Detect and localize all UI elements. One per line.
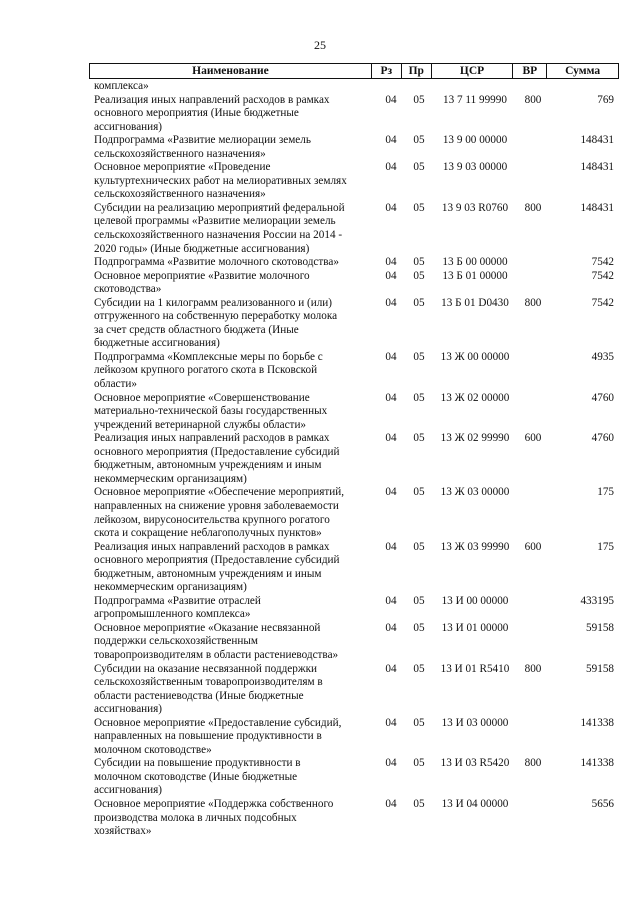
table-body — [94, 80, 614, 839]
row-rz: 04 — [385, 134, 397, 147]
row-vr — [516, 392, 550, 433]
row-sum: 7542 — [591, 296, 614, 309]
table-row — [94, 161, 614, 202]
row-vr — [516, 80, 550, 94]
row-name: Подпрограмма «Развитие молочного скотоводства» — [94, 256, 339, 269]
row-csr: 13 Ж 02 00000 — [440, 391, 510, 404]
row-name: Основное мероприятие «Поддержка собственного производства молока в личных подсобных хозяйствах» — [94, 797, 334, 838]
table-row — [94, 595, 614, 622]
table-row — [94, 663, 614, 717]
table-row — [94, 541, 614, 595]
header-sum: Сумма — [565, 65, 601, 77]
row-vr — [516, 798, 550, 839]
row-vr: 600 — [524, 540, 542, 553]
row-pr: 05 — [413, 256, 425, 269]
row-name: Субсидии на 1 килограмм реализованного и (или) отгруженного на собственную переработку молока за счет средств областного бюджета (Иные бюджетные ассигнования) — [94, 296, 338, 350]
row-vr: 800 — [524, 662, 542, 675]
row-rz: 04 — [385, 716, 397, 729]
row-pr: 05 — [413, 621, 425, 634]
row-vr: 800 — [524, 93, 542, 106]
table-header — [89, 63, 619, 79]
header-name: Наименование — [90, 64, 372, 78]
row-name: Субсидии на оказание несвязанной поддержки сельскохозяйственным товаропроизводителям в области растениеводства (Иные бюджетные ассигнования) — [94, 662, 323, 716]
header-rz: Рз — [372, 64, 402, 78]
row-sum: 4935 — [591, 350, 614, 363]
row-rz: 04 — [385, 662, 397, 675]
row-rz: 04 — [385, 201, 397, 214]
row-csr: 13 Б 01 00000 — [442, 269, 508, 282]
row-rz — [374, 80, 404, 94]
row-pr: 05 — [413, 486, 425, 499]
row-sum: 4760 — [591, 432, 614, 445]
row-sum: 7542 — [591, 269, 614, 282]
row-name: Основное мероприятие «Оказание несвязанной поддержки сельскохозяйственным товаропроизводителям в области растениеводства» — [94, 621, 339, 661]
row-vr — [516, 595, 550, 622]
row-csr: 13 И 01 00000 — [441, 621, 509, 634]
table-row — [94, 622, 614, 663]
row-name: Основное мероприятие «Развитие молочного скотоводства» — [94, 269, 310, 296]
row-csr: 13 Ж 03 00000 — [440, 486, 510, 499]
row-vr: 800 — [524, 201, 542, 214]
row-name: Основное мероприятие «Предоставление субсидий, направленных на повышение продуктивности в молочном скотоводстве» — [94, 716, 342, 756]
header-pr: Пр — [402, 64, 432, 78]
table-row — [94, 351, 614, 392]
row-vr: 800 — [524, 296, 542, 309]
row-csr: 13 И 03 00000 — [441, 716, 509, 729]
table-row — [94, 486, 614, 540]
row-sum: 175 — [597, 540, 614, 553]
row-csr: 13 И 04 00000 — [441, 797, 509, 810]
table-row — [94, 798, 614, 839]
row-rz: 04 — [385, 594, 397, 607]
row-csr: 13 Ж 02 99990 — [440, 432, 510, 445]
row-name: Реализация иных направлений расходов в рамках основного мероприятия (Предоставление субсидий бюджетным, автономным учреждениям и иным некоммерческим организациям) — [94, 432, 340, 485]
table-row — [94, 392, 614, 433]
row-pr: 05 — [413, 134, 425, 147]
row-name: Основное мероприятие «Обеспечение мероприятий, направленных на снижение уровня заболеваемости лейкозом, вирусоносительства крупного рогатого скота и сокращение неблагополучных пунктов» — [94, 486, 345, 540]
row-sum: 5656 — [591, 797, 614, 810]
row-rz: 04 — [385, 391, 397, 404]
row-csr: 13 9 00 00000 — [442, 134, 508, 147]
row-sum: 433195 — [580, 594, 614, 607]
row-vr — [516, 270, 550, 297]
row-pr: 05 — [413, 269, 425, 282]
row-name: комплекса» — [94, 80, 149, 92]
row-pr: 05 — [413, 594, 425, 607]
row-csr: 13 И 00 00000 — [441, 594, 509, 607]
row-name: Подпрограмма «Развитие мелиорации земель сельскохозяйственного назначения» — [94, 134, 311, 160]
row-vr — [516, 134, 550, 161]
row-pr: 05 — [413, 797, 425, 810]
row-name: Субсидии на реализацию мероприятий федеральной целевой программы «Развитие мелиорации земель сельскохозяйственного назначения России на 2014 - 2020 годы» (Иные бюджетные ассигнования) — [94, 201, 345, 255]
table-row — [94, 134, 614, 161]
row-name: Подпрограмма «Развитие отраслей агропромышленного комплекса» — [94, 594, 261, 621]
row-csr: 13 Б 00 00000 — [442, 256, 508, 269]
row-vr: 800 — [524, 757, 542, 770]
table-row — [94, 80, 614, 94]
row-vr — [516, 351, 550, 392]
row-pr: 05 — [413, 93, 425, 106]
row-sum — [550, 80, 614, 94]
row-pr: 05 — [413, 757, 425, 770]
row-rz: 04 — [385, 432, 397, 445]
row-pr: 05 — [413, 432, 425, 445]
row-sum: 175 — [597, 486, 614, 499]
row-rz: 04 — [385, 269, 397, 282]
row-vr: 600 — [524, 432, 542, 445]
table-row — [94, 717, 614, 758]
row-csr: 13 Ж 00 00000 — [440, 350, 510, 363]
row-rz: 04 — [385, 757, 397, 770]
row-pr: 05 — [413, 350, 425, 363]
row-csr: 13 Б 01 D0430 — [441, 296, 509, 309]
row-sum: 7542 — [591, 256, 614, 269]
table-row — [94, 256, 614, 270]
row-sum: 148431 — [580, 134, 614, 147]
table-row — [94, 94, 614, 135]
row-pr: 05 — [413, 540, 425, 553]
row-sum: 4760 — [591, 391, 614, 404]
table-row — [94, 297, 614, 351]
row-csr — [434, 80, 516, 94]
row-vr — [516, 717, 550, 758]
row-rz: 04 — [385, 256, 397, 269]
row-csr: 13 7 11 99990 — [443, 93, 507, 106]
row-vr — [516, 622, 550, 663]
row-rz: 04 — [385, 296, 397, 309]
row-vr — [516, 161, 550, 202]
row-sum: 148431 — [580, 161, 614, 174]
row-name: Реализация иных направлений расходов в рамках основного мероприятия (Предоставление субсидий бюджетным, автономным учреждениям и иным некоммерческим организациям) — [94, 540, 340, 594]
row-name: Основное мероприятие «Проведение культуртехнических работ на мелиоративных землях сельскохозяйственного назначения» — [94, 161, 347, 201]
row-rz: 04 — [385, 350, 397, 363]
row-name: Подпрограмма «Комплексные меры по борьбе с лейкозом крупного рогатого скота в Псковской области» — [94, 350, 323, 391]
row-sum: 59158 — [586, 662, 614, 675]
row-rz: 04 — [385, 93, 397, 106]
table-row — [94, 270, 614, 297]
row-csr: 13 9 03 R0760 — [441, 201, 509, 214]
row-vr — [516, 256, 550, 270]
header-vr: ВР — [513, 64, 547, 78]
row-csr: 13 Ж 03 99990 — [440, 540, 510, 553]
row-sum: 141338 — [580, 716, 614, 729]
table-row — [94, 202, 614, 256]
row-pr: 05 — [413, 161, 425, 174]
table-row — [94, 757, 614, 798]
row-name: Основное мероприятие «Совершенствование материально-технической базы государственных учреждений ветеринарной службы области» — [94, 391, 328, 431]
row-csr: 13 И 01 R5410 — [440, 662, 510, 675]
row-pr: 05 — [413, 201, 425, 214]
row-pr: 05 — [413, 296, 425, 309]
row-name: Реализация иных направлений расходов в рамках основного мероприятия (Иные бюджетные ассигнования) — [94, 93, 330, 133]
header-csr: ЦСР — [432, 64, 514, 78]
row-rz: 04 — [385, 540, 397, 553]
row-pr: 05 — [413, 716, 425, 729]
row-pr: 05 — [413, 662, 425, 675]
row-sum: 141338 — [580, 757, 614, 770]
row-vr — [516, 486, 550, 540]
row-rz: 04 — [385, 797, 397, 810]
page-number: 25 — [314, 38, 326, 52]
table-row — [94, 432, 614, 486]
row-rz: 04 — [385, 621, 397, 634]
row-name: Субсидии на повышение продуктивности в молочном скотоводстве (Иные бюджетные ассигнования) — [94, 757, 301, 797]
row-pr — [404, 80, 434, 94]
row-rz: 04 — [385, 161, 397, 174]
row-csr: 13 И 03 R5420 — [440, 757, 510, 770]
row-rz: 04 — [385, 486, 397, 499]
row-csr: 13 9 03 00000 — [442, 161, 508, 174]
row-pr: 05 — [413, 391, 425, 404]
row-sum: 769 — [597, 93, 614, 106]
row-sum: 59158 — [586, 621, 614, 634]
row-sum: 148431 — [580, 201, 614, 214]
